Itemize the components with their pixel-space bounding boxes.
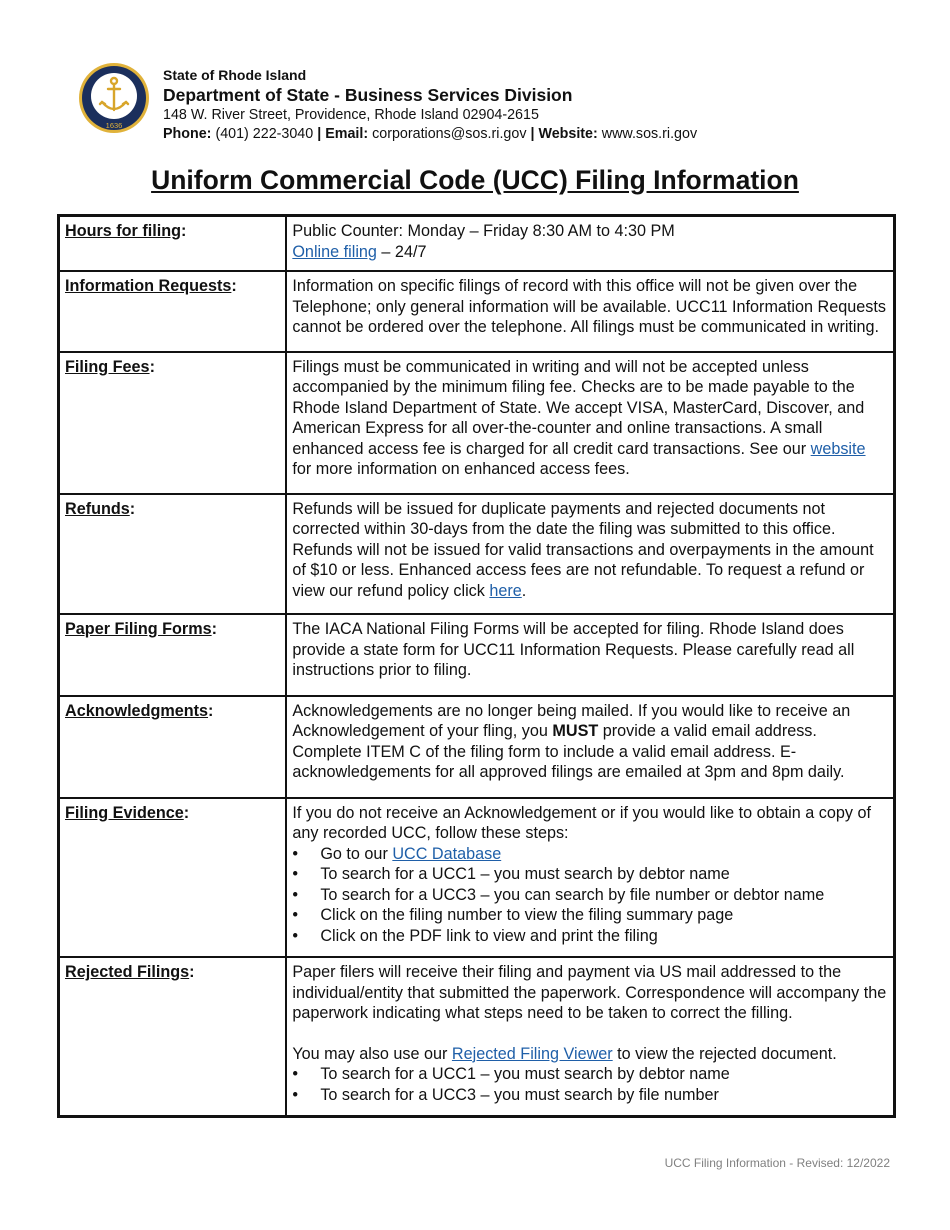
row-content: Paper filers will receive their filing and payment via US mail addressed to the individual/entity that submitted the paperwork. Correspondence will accompany the paperwork indicating what steps need to be taken to correct the filling. You may also use our Rejected Filing Viewer to view the rejected document. • To search for a UCC1 – you must search by debtor name • To search for a UCC3 – you must search by file number (286, 957, 894, 1117)
list-item: • Go to our UCC Database (292, 844, 888, 865)
table-row-fees (59, 352, 895, 494)
separator: | (317, 126, 322, 142)
website-link[interactable]: website (810, 439, 866, 458)
state-seal-logo (78, 62, 150, 134)
phone-label: Phone: (163, 126, 212, 142)
row-content: Information on specific filings of record with this office will not be given over the Telephone; only general information will be available. UCC11 Information Requests cannot be ordered over the telephone. All filings must be communicated in writing. (286, 271, 894, 352)
state-name: State of Rhode Island (163, 67, 307, 83)
list-item: • To search for a UCC3 – you must search by file number (292, 1085, 888, 1106)
ucc-database-link[interactable]: UCC Database (392, 844, 502, 863)
letterhead (78, 62, 898, 142)
page-title: Uniform Commercial Code (UCC) Filing Information (151, 165, 799, 195)
table-row-evidence (59, 798, 895, 958)
row-label: Filing Evidence: (59, 798, 287, 958)
list-item: • To search for a UCC3 – you can search by file number or debtor name (292, 885, 888, 906)
table-row-paper-forms (59, 614, 895, 696)
filing-info-table (57, 214, 896, 1118)
row-content: If you do not receive an Acknowledgement or if you would like to obtain a copy of any recorded UCC, follow these steps: • Go to our UCC Database • To search for a UCC1 – you must search by debtor name • To search for a UCC3 – you can search by file number or debtor name • Click on the filing number to view the filing summary page • Click on the PDF link to view and print the filing (286, 798, 894, 958)
phone: (401) 222-3040 (215, 126, 314, 142)
list-item: • To search for a UCC1 – you must search by debtor name (292, 1064, 888, 1085)
counter-hours: Public Counter: Monday – Friday 8:30 AM to 4:30 PM (292, 222, 675, 240)
online-filing-link[interactable]: Online filing (292, 242, 377, 261)
revision-footer: UCC Filing Information - Revised: 12/2022 (664, 1156, 890, 1170)
email-label: Email: (325, 126, 369, 142)
department-name: Department of State - Business Services Division (163, 85, 573, 105)
website-label: Website: (538, 126, 598, 142)
table-row-refunds (59, 494, 895, 615)
list-item: • Click on the PDF link to view and print the filing (292, 926, 888, 947)
row-content: The IACA National Filing Forms will be accepted for filing. Rhode Island does provide a state form for UCC11 Information Requests. Please carefully read all instructions prior to filing. (286, 614, 894, 696)
row-label: Filing Fees: (59, 352, 287, 494)
table-row-rejected (59, 957, 895, 1117)
row-label: Hours for filing: (59, 216, 287, 272)
table-row-hours (59, 216, 895, 272)
row-content: Refunds will be issued for duplicate payments and rejected documents not corrected within 30-days from the date the filing was submitted to this office. Refunds will not be issued for valid transactions and overpayments in the amount of $10 or less. Enhanced access fees are not refundable. To request a refund or view our refund policy click here. (286, 494, 894, 615)
separator: | (530, 126, 535, 142)
row-label: Information Requests: (59, 271, 287, 352)
website[interactable]: www.sos.ri.gov (601, 126, 698, 142)
letterhead-text (163, 66, 697, 144)
row-content: Public Counter: Monday – Friday 8:30 AM to 4:30 PM Online filing – 24/7 (286, 216, 894, 272)
address: 148 W. River Street, Providence, Rhode Island 02904-2615 (163, 107, 539, 123)
email[interactable]: corporations@sos.ri.gov (372, 126, 527, 142)
row-content: Acknowledgements are no longer being mailed. If you would like to receive an Acknowledgement of your fling, you MUST provide a valid email address. Complete ITEM C of the filing form to include a valid email address. E-acknowledgements for all approved filings are emailed at 3pm and 8pm daily. (286, 696, 894, 798)
steps-list (292, 844, 888, 947)
search-list (292, 1064, 888, 1105)
row-content: Filings must be communicated in writing and will not be accepted unless accompanied by the minimum filing fee. Checks are to be made payable to the Rhode Island Department of State. We accept VISA, MasterCard, Discover, and American Express for all over-the-counter and online transactions. A small enhanced access fee is charged for all credit card transactions. See our website for more information on enhanced access fees. (286, 352, 894, 494)
list-item: • To search for a UCC1 – you must search by debtor name (292, 864, 888, 885)
table-row-acknowledgments (59, 696, 895, 798)
list-item: • Click on the filing number to view the filing summary page (292, 905, 888, 926)
contact-line (163, 125, 697, 144)
row-label: Refunds: (59, 494, 287, 615)
row-label: Paper Filing Forms: (59, 614, 287, 696)
refund-policy-link[interactable]: here (489, 581, 522, 600)
table-row-info-requests (59, 271, 895, 352)
rejected-filing-viewer-link[interactable]: Rejected Filing Viewer (451, 1044, 613, 1063)
seal-year: 1636 (105, 121, 123, 130)
row-label: Acknowledgments: (59, 696, 287, 798)
row-label: Rejected Filings: (59, 957, 287, 1117)
